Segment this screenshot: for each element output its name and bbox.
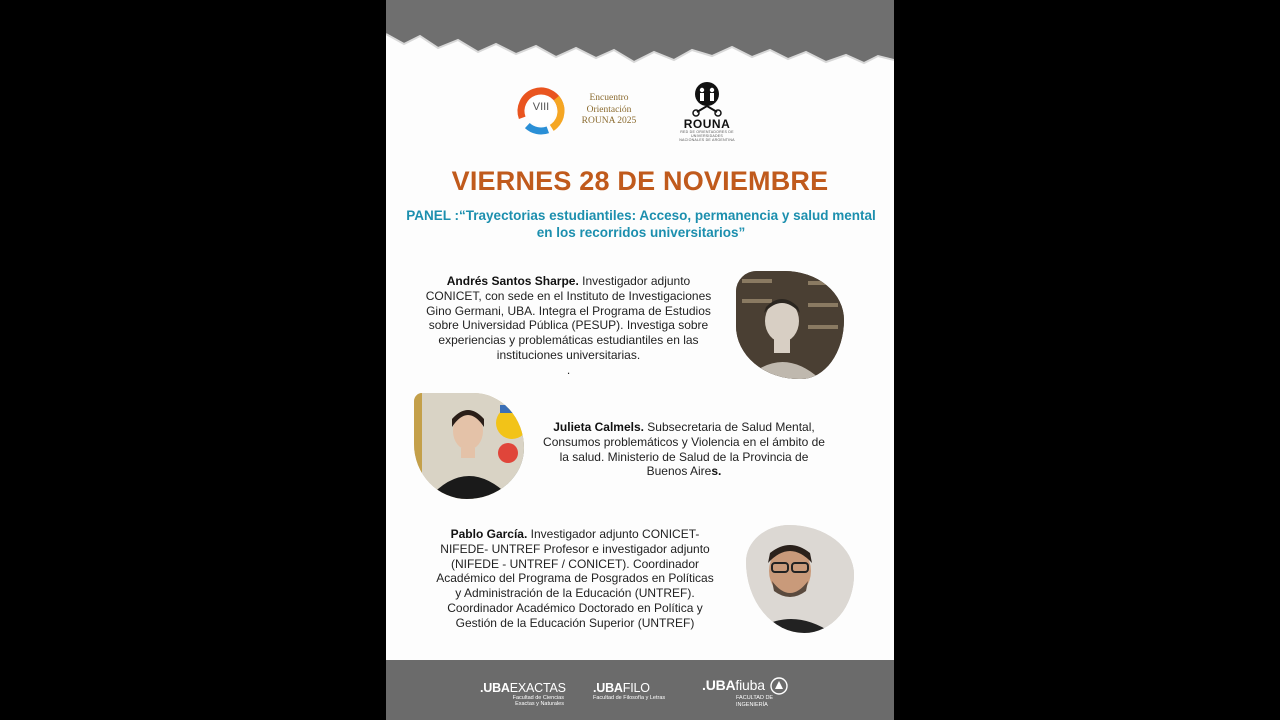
uba-filo-logo: .UBAFILO Facultad de Filosofía y Letras (593, 681, 666, 701)
rouna-name: ROUNA (683, 117, 731, 131)
encuentro-number: VIII (532, 101, 550, 113)
rouna-subtitle: RED DE ORIENTADORES DE UNIVERSIDADES NACIONALES DE ARGENTINA (679, 130, 735, 143)
panel-title: PANEL :“Trayectorias estudiantiles: Acceso, permanencia y salud mental en los recorridos universitarios” (406, 208, 876, 240)
person-portrait-icon (746, 525, 854, 633)
network-people-icon (687, 80, 727, 118)
speaker-photo-santos (736, 271, 844, 379)
event-date: VIERNES 28 DE NOVIEMBRE (451, 166, 829, 196)
rouna-logo (664, 80, 750, 144)
person-portrait-icon (736, 271, 844, 379)
uba-exactas-logo: .UBAEXACTAS Facultad de Ciencias Exactas y Naturales (480, 681, 566, 708)
uba-fiuba-logo: .UBAfiuba FACULTAD DE INGENIERÍA (702, 677, 806, 708)
speaker-name: Andrés Santos Sharpe. (446, 274, 579, 288)
speaker-name: Julieta Calmels. (553, 420, 644, 434)
speaker-name: Pablo García. (450, 527, 528, 541)
speaker-photo-garcia (746, 525, 854, 633)
person-portrait-icon (414, 393, 524, 499)
speaker-photo-calmels (414, 393, 524, 499)
encuentro-logo (514, 84, 642, 140)
torn-paper-header (386, 0, 894, 75)
encuentro-title: Encuentro Orientación ROUNA 2025 (581, 93, 637, 126)
speaker-bio-santos: Andrés Santos Sharpe. Investigador adjunto CONICET, con sede en el Instituto de Investigaciones Gino Germani, UBA. Integra el Programa de Estudios sobre Universidad Pública (PESUP). Investiga sobre experiencias y problemáticas estudiantiles en las instituciones universitarias. . (425, 274, 712, 377)
event-poster (386, 0, 894, 720)
speaker-bio-garcia: Pablo García. Investigador adjunto CONICET- NIFEDE- UNTREF Profesor e investigador adjunto (NIFEDE - UNTREF / CONICET). Coordinador Académico del Programa de Posgrados en Políticas y Administración de la Educación (UNTREF). Coordinador Académico Doctorado en Política y Gestión de la Educación Superior (UNTREF) (436, 527, 714, 630)
speaker-bio-calmels: Julieta Calmels. Subsecretaria de Salud Mental, Consumos problemáticos y Violencia en el ámbito de la salud. Ministerio de Salud de la Provincia de Buenos Aires. (543, 420, 825, 479)
fiuba-crest-icon (770, 677, 788, 695)
